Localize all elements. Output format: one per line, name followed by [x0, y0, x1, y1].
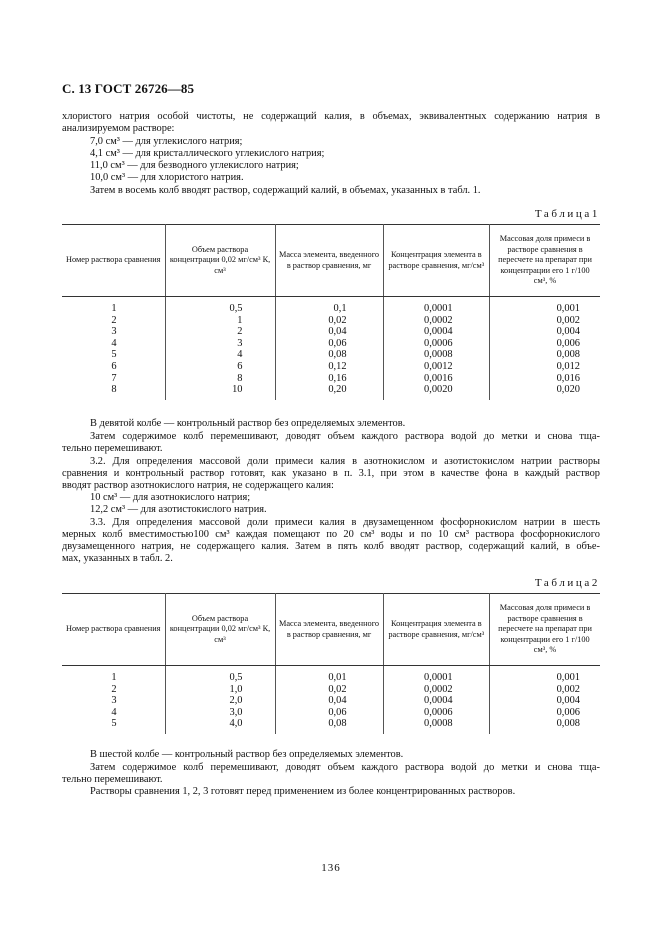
- table-cell: 0,020: [556, 384, 580, 396]
- table-cell: 0,006: [556, 706, 580, 718]
- mid-p2a: Затем содержимое колб перемешивают, доводят объем каждого раствора водой до метки и снова тща-: [90, 431, 600, 442]
- table2-fraction-column: [490, 666, 600, 734]
- table-cell: 0,0016: [424, 372, 453, 384]
- table-cell: 5: [111, 718, 117, 730]
- intro-line-2: анализируемом растворе:: [62, 123, 175, 134]
- table-cell: 0,002: [556, 314, 580, 326]
- table-cell: 0,004: [556, 695, 580, 707]
- mid-p5: 12,2 см³ — для азотистокислого натрия.: [90, 504, 267, 515]
- table-cell: 0,04: [328, 695, 347, 707]
- table-cell: 1: [111, 303, 117, 314]
- table-cell: 0,004: [556, 326, 580, 338]
- table-cell: 0,012: [556, 360, 580, 372]
- table-cell: 2,0: [229, 695, 243, 707]
- mid-p3a: 3.2. Для определения массовой доли примеси калия в азотнокислом и азотистокислом натрии растворы: [90, 456, 600, 467]
- table-cell: 0,008: [556, 349, 580, 361]
- table-cell: 2: [111, 683, 117, 695]
- table-cell: 3,0: [229, 706, 243, 718]
- table-cell: 6: [111, 360, 117, 372]
- table-cell: 0,06: [328, 337, 347, 349]
- table2-header-concentration: Концентрация элемента в растворе сравнения, мг/см³: [383, 594, 490, 666]
- table-cell: 2: [237, 326, 243, 338]
- table-cell: 0,008: [556, 718, 580, 730]
- table-cell: 0,0001: [424, 303, 453, 314]
- mid-p6a: 3.3. Для определения массовой доли примеси калия в двузамещенном фосфорнокислом натрии в шесть: [90, 517, 600, 528]
- table-cell: 0,0002: [424, 314, 453, 326]
- table-cell: 0,20: [328, 384, 347, 396]
- table1-number-column: [62, 297, 165, 400]
- intro-line-1: хлористого натрия особой чистоты, не содержащий калия, в объемах, эквивалентных содержанию натрия в: [62, 111, 600, 122]
- table-cell: 0,5: [229, 303, 243, 314]
- table-cell: 0,08: [328, 349, 347, 361]
- table1-concentration-column: [384, 297, 490, 400]
- table-cell: 0,002: [556, 683, 580, 695]
- intro-item-4: 10,0 см³ — для хлористого натрия.: [90, 172, 244, 183]
- table-cell: 0,001: [556, 672, 580, 683]
- table-cell: 0,0002: [424, 683, 453, 695]
- mid-p3b: сравнения и контрольный раствор готовят, как указано в п. 3.1, при этом в качестве фона в каждый раствор: [62, 468, 600, 479]
- mid-p6c: двузамещенного натрия, не содержащего калия. Затем в пять колб вводят раствор, содержащий калий, в объе-: [62, 541, 600, 552]
- end-p2a: Затем содержимое колб перемешивают, доводят объем каждого раствора водой до метки и снова тща-: [90, 762, 600, 773]
- table-cell: 0,016: [556, 372, 580, 384]
- table1-mass-column: [276, 297, 383, 400]
- table-cell: 0,0008: [424, 718, 453, 730]
- table1-volume-column: [166, 297, 275, 400]
- table1-header-fraction: Массовая доля примеси в растворе сравнения в пересчете на препарат при концентрации его 1 г/100 см³, %: [490, 225, 600, 297]
- mid-p4: 10 см³ — для азотнокислого натрия;: [90, 492, 251, 503]
- table-cell: 0,0006: [424, 337, 453, 349]
- table2-volume-column: [166, 666, 275, 734]
- table2-concentration-column: [384, 666, 490, 734]
- table-cell: 0,16: [328, 372, 347, 384]
- table-1: [62, 224, 600, 400]
- table-cell: 0,006: [556, 337, 580, 349]
- end-p2b: тельно перемешивают.: [62, 774, 163, 785]
- table-cell: 0,12: [328, 360, 347, 372]
- table2-header-number: Номер раствора сравнения: [62, 594, 165, 666]
- table-cell: 0,0004: [424, 326, 453, 338]
- table-cell: 0,5: [229, 672, 243, 683]
- end-p3: Растворы сравнения 1, 2, 3 готовят перед применением из более концентрированных растворов.: [90, 786, 516, 797]
- table-cell: 0,0008: [424, 349, 453, 361]
- intro-closing: Затем в восемь колб вводят раствор, содержащий калий, в объемах, указанных в табл. 1.: [90, 185, 481, 196]
- table2-header-mass: Масса элемента, введенного в раствор сравнения, мг: [275, 594, 383, 666]
- table-cell: 4,0: [229, 718, 243, 730]
- table-2: [62, 593, 600, 734]
- table-cell: 3: [237, 337, 243, 349]
- table-cell: 5: [111, 349, 117, 361]
- table-cell: 0,0004: [424, 695, 453, 707]
- mid-p6b: мерных колб вместимостью100 см³ каждая помещают по 20 см³ воды и по 10 см³ раствора фосфорнокислого: [62, 529, 600, 540]
- end-p1: В шестой колбе — контрольный раствор без определяемых элементов.: [90, 749, 404, 760]
- table-cell: 0,06: [328, 706, 347, 718]
- table-cell: 0,02: [328, 314, 347, 326]
- mid-p2b: тельно перемешивают.: [62, 443, 163, 454]
- table1-header-concentration: Концентрация элемента в растворе сравнения, мг/см³: [383, 225, 490, 297]
- table-cell: 1: [111, 672, 117, 683]
- table2-header-fraction: Массовая доля примеси в растворе сравнения в пересчете на препарат при концентрации его 1 г/100 см³, %: [490, 594, 600, 666]
- intro-item-2: 4,1 см³ — для кристаллического углекислого натрия;: [90, 148, 325, 159]
- table2-header-volume: Объем раствора концентрации 0,02 мг/см³ К, см³: [165, 594, 275, 666]
- table1-fraction-column: [490, 297, 600, 400]
- table-cell: 8: [111, 384, 117, 396]
- table-cell: 1: [237, 314, 243, 326]
- mid-p1: В девятой колбе — контрольный раствор без определяемых элементов.: [90, 418, 406, 429]
- table-cell: 3: [111, 326, 117, 338]
- table2-number-column: [62, 666, 165, 734]
- table-cell: 0,001: [556, 303, 580, 314]
- table-cell: 0,0012: [424, 360, 453, 372]
- page-number: 136: [321, 862, 341, 874]
- intro-item-3: 11,0 см³ — для безводного углекислого натрия;: [90, 160, 299, 171]
- mid-p6d: мах, указанных в табл. 2.: [62, 553, 173, 564]
- table-cell: 0,02: [328, 683, 347, 695]
- page-header: С. 13 ГОСТ 26726—85: [62, 81, 195, 96]
- table-cell: 8: [237, 372, 243, 384]
- table1-header-number: Номер раствора сравнения: [62, 225, 165, 297]
- table-cell: 0,01: [328, 672, 347, 683]
- intro-item-1: 7,0 см³ — для углекислого натрия;: [90, 136, 243, 147]
- table-cell: 4: [111, 706, 117, 718]
- table2-caption: Таблица2: [534, 577, 600, 589]
- table-cell: 0,04: [328, 326, 347, 338]
- table-cell: 0,08: [328, 718, 347, 730]
- table-cell: 4: [111, 337, 117, 349]
- table-cell: 3: [111, 695, 117, 707]
- table-cell: 7: [111, 372, 117, 384]
- table-cell: 0,0006: [424, 706, 453, 718]
- table2-mass-column: [276, 666, 383, 734]
- table1-header-volume: Объем раствора концентрации 0,02 мг/см³ К, см³: [165, 225, 275, 297]
- table-cell: 1,0: [229, 683, 243, 695]
- table-cell: 0,0020: [424, 384, 453, 396]
- table1-header-mass: Масса элемента, введенного в раствор сравнения, мг: [275, 225, 383, 297]
- table1-caption: Таблица1: [534, 208, 600, 220]
- mid-p3c: вводят раствор азотнокислого натрия, не содержащего калия:: [62, 480, 334, 491]
- table-cell: 10: [232, 384, 243, 396]
- table-cell: 0,1: [333, 303, 347, 314]
- table-cell: 6: [237, 360, 243, 372]
- table-cell: 0,0001: [424, 672, 453, 683]
- table-cell: 4: [237, 349, 243, 361]
- table-cell: 2: [111, 314, 117, 326]
